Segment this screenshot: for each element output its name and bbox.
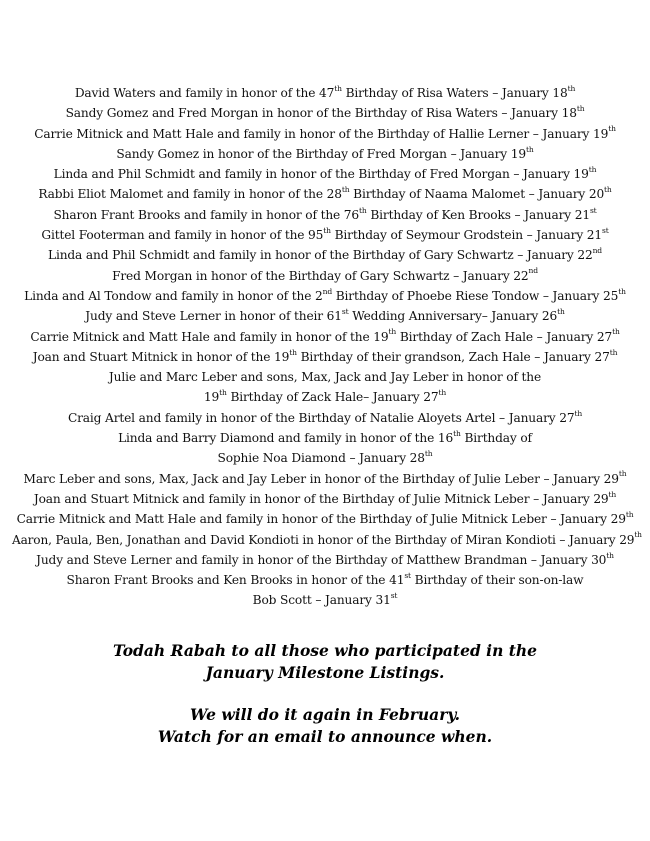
milestone-text: Julie and Marc Leber and sons, Max, Jack and Jay Leber in honor of the xyxy=(108,370,542,385)
ordinal-suffix: st xyxy=(404,570,411,580)
milestone-text: Gittel Footerman and family in honor of the 95 xyxy=(41,228,324,243)
ordinal-suffix: th xyxy=(606,550,614,560)
ordinal-suffix: th xyxy=(588,165,597,174)
ordinal-suffix: th xyxy=(576,104,585,114)
ordinal-suffix: st xyxy=(390,591,398,601)
milestone-text: Craig Artel and family in honor of the Birthday of Natalie Aloyets Artel – January 27 xyxy=(67,410,575,425)
milestone-line xyxy=(10,306,640,326)
milestone-text: Judy and Steve Lerner and family in honor of the Birthday of Matthew Brandman – January 30 xyxy=(36,552,607,567)
ordinal-suffix: th xyxy=(567,83,576,93)
milestone-line xyxy=(10,550,640,570)
milestone-line xyxy=(10,448,640,468)
ordinal-suffix: th xyxy=(424,449,433,459)
milestone-text: David Waters and family in honor of the 47 xyxy=(74,86,335,100)
milestone-text: Birthday of their son-on-law xyxy=(410,573,584,588)
ordinal-suffix: th xyxy=(525,144,534,154)
milestone-text: Bob Scott – January 31 xyxy=(252,593,391,608)
milestone-line xyxy=(10,347,640,367)
thank-you-message xyxy=(0,640,650,684)
ordinal-suffix: th xyxy=(625,510,634,520)
ordinal-suffix: th xyxy=(604,185,612,195)
ordinal-suffix: th xyxy=(608,489,617,499)
ordinal-suffix: nd xyxy=(592,246,602,256)
milestone-line xyxy=(10,184,640,204)
milestone-text: Sharon Frant Brooks and family in honor of the 76 xyxy=(53,207,360,222)
ordinal-suffix: th xyxy=(323,225,331,235)
milestone-line xyxy=(10,245,640,265)
milestone-text: Carrie Mitnick and Matt Hale and family in honor of the Birthday of Hallie Lerner – January 19 xyxy=(34,126,609,141)
milestone-line xyxy=(10,428,640,448)
ordinal-suffix: nd xyxy=(322,286,333,296)
ordinal-suffix: th xyxy=(453,428,461,438)
ordinal-suffix: th xyxy=(618,286,626,296)
milestone-text: Fred Morgan in honor of the Birthday of Gary Schwartz – January 22 xyxy=(112,268,529,283)
ordinal-suffix: th xyxy=(612,327,620,337)
ordinal-suffix: th xyxy=(388,327,397,337)
milestone-line xyxy=(10,164,640,184)
milestone-line xyxy=(10,570,640,590)
milestone-line xyxy=(10,509,640,529)
ordinal-suffix: th xyxy=(634,530,642,540)
milestone-text: Linda and Al Tondow and family in honor of the 2 xyxy=(24,288,323,303)
ordinal-suffix: st xyxy=(341,307,349,317)
milestone-text: Linda and Barry Diamond and family in honor of the 16 xyxy=(118,431,454,446)
milestone-text: Birthday of Phoebe Riese Tondow – January 25 xyxy=(332,288,619,303)
milestone-text: Linda and Phil Schmidt and family in honor of the Birthday of Gary Schwartz – January 22 xyxy=(48,248,593,263)
ordinal-suffix: st xyxy=(602,225,609,235)
milestone-text: Birthday of xyxy=(460,431,532,446)
milestone-line xyxy=(10,367,640,387)
milestone-text: Sandy Gomez in honor of the Birthday of Fred Morgan – January 19 xyxy=(116,146,526,161)
milestone-line xyxy=(10,286,640,306)
milestone-text: Carrie Mitnick and Matt Hale and family in honor of the 19 xyxy=(30,329,389,344)
ordinal-suffix: th xyxy=(618,469,627,479)
milestone-list xyxy=(10,83,640,611)
milestone-line xyxy=(10,103,640,123)
milestone-text: Joan and Stuart Mitnick in honor of the 19 xyxy=(32,349,290,364)
milestone-text: Birthday of Zach Hale – January 27 xyxy=(396,329,613,344)
milestone-text: Carrie Mitnick and Matt Hale and family in honor of the Birthday of Julie Mitnick Leber – January 29 xyxy=(16,512,626,527)
milestone-text: Judy and Steve Lerner in honor of their 61 xyxy=(85,309,342,324)
milestone-line xyxy=(11,530,642,550)
ordinal-suffix: st xyxy=(589,205,597,215)
milestone-text: Sandy Gomez and Fred Morgan in honor of the Birthday of Risa Waters – January 18 xyxy=(65,106,577,121)
ordinal-suffix: th xyxy=(289,347,297,357)
milestone-line xyxy=(10,327,640,347)
ordinal-suffix: th xyxy=(609,347,618,357)
announcement-message xyxy=(0,704,650,748)
milestone-text: Birthday of Seymour Grodstein – January 21 xyxy=(330,228,603,243)
thank-you-line-1: Todah Rabah to all those who participated in the xyxy=(112,641,538,660)
ordinal-suffix: th xyxy=(341,185,350,195)
milestone-line xyxy=(10,225,640,245)
milestone-line xyxy=(10,83,640,103)
milestone-text: Birthday of Naama Malomet – January 20 xyxy=(349,187,605,202)
milestone-text: Joan and Stuart Mitnick and family in honor of the Birthday of Julie Mitnick Leber – January 29 xyxy=(33,491,609,506)
milestone-line xyxy=(10,387,640,407)
ordinal-suffix: th xyxy=(219,388,227,398)
milestone-line xyxy=(10,144,640,164)
thank-you-line-2: January Milestone Listings. xyxy=(205,663,445,682)
milestone-line xyxy=(10,124,640,144)
milestone-text: Aaron, Paula, Ben, Jonathan and David Kondioti in honor of the Birthday of Miran Kondioti – January 29 xyxy=(11,532,635,547)
ordinal-suffix: th xyxy=(557,307,565,317)
milestone-text: Wedding Anniversary– January 26 xyxy=(348,309,558,324)
milestone-text: Linda and Phil Schmidt and family in honor of the Birthday of Fred Morgan – January 19 xyxy=(53,167,589,182)
milestone-text: Birthday of Risa Waters – January 18 xyxy=(341,86,568,100)
milestone-text: 19 xyxy=(203,390,220,405)
milestone-text: Rabbi Eliot Malomet and family in honor of the 28 xyxy=(38,187,342,202)
ordinal-suffix: th xyxy=(574,408,583,418)
milestone-line xyxy=(10,489,640,509)
ordinal-suffix: th xyxy=(608,124,616,134)
milestone-text: Marc Leber and sons, Max, Jack and Jay Leber in honor of the Birthday of Julie Leber – January 29 xyxy=(23,471,619,486)
ordinal-suffix: th xyxy=(438,388,447,398)
milestone-line xyxy=(10,266,640,286)
announcement-line-2: Watch for an email to announce when. xyxy=(157,727,493,746)
milestone-text: Sharon Frant Brooks and Ken Brooks in honor of the 41 xyxy=(66,573,405,588)
milestone-text: Birthday of their grandson, Zach Hale – January 27 xyxy=(296,349,610,364)
milestone-text: Birthday of Ken Brooks – January 21 xyxy=(366,207,590,222)
announcement-line-1: We will do it again in February. xyxy=(190,705,460,724)
milestone-line xyxy=(10,590,640,610)
milestone-line xyxy=(10,469,640,489)
ordinal-suffix: nd xyxy=(528,266,538,276)
ordinal-suffix: th xyxy=(334,83,342,93)
milestone-line xyxy=(10,408,640,428)
milestone-text: Sophie Noa Diamond – January 28 xyxy=(217,451,425,466)
milestone-text: Birthday of Zack Hale– January 27 xyxy=(226,390,439,405)
milestone-line xyxy=(10,205,640,225)
ordinal-suffix: th xyxy=(359,205,367,215)
